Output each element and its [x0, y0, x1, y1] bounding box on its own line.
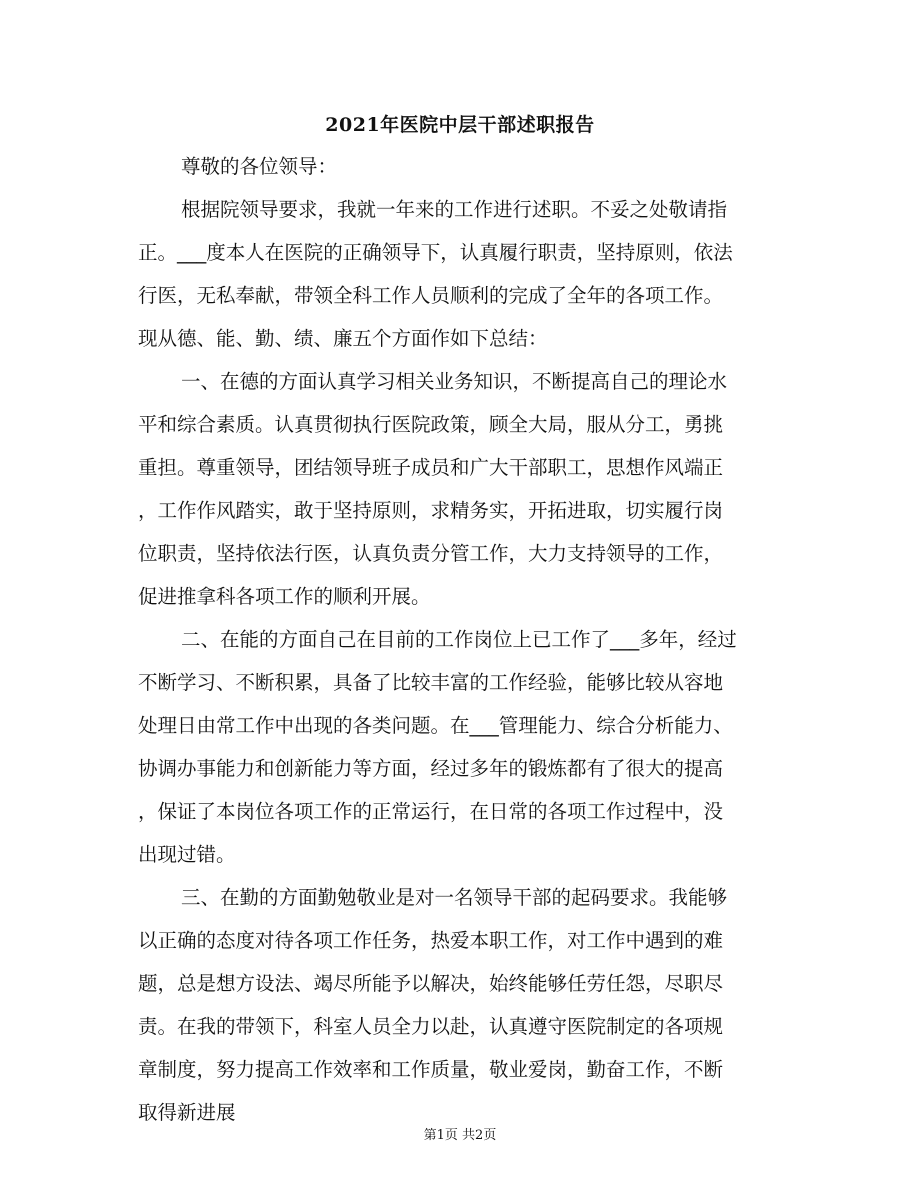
body-line: 重担。尊重领导，团结领导班子成员和广大干部职工，思想作风端正	[138, 456, 724, 479]
body-line: 现从德、能、勤、绩、廉五个方面作如下总结：	[138, 327, 548, 350]
body-line: 题，总是想方设法、竭尽所能予以解决，始终能够任劳任怨，尽职尽	[138, 972, 724, 995]
body-line: 平和综合素质。认真贯彻执行医院政策，顾全大局，服从分工，勇挑	[138, 413, 724, 436]
body-line: 三、在勤的方面勤勉敬业是对一名领导干部的起码要求。我能够	[181, 886, 728, 909]
body-line: 出现过错。	[138, 843, 236, 866]
body-line: 协调办事能力和创新能力等方面，经过多年的锻炼都有了很大的提高	[138, 757, 724, 780]
body-line: 章制度，努力提高工作效率和工作质量，敬业爱岗，勤奋工作，不断	[138, 1058, 724, 1081]
body-line: 不断学习、不断积累，具备了比较丰富的工作经验，能够比较从容地	[138, 671, 724, 694]
body-line: ，工作作风踏实，敢于坚持原则，求精务实，开拓进取，切实履行岗	[138, 499, 724, 522]
body-line: 二、在能的方面自己在目前的工作岗位上已工作了___多年，经过	[181, 628, 737, 651]
body-line: 责。在我的带领下，科室人员全力以赴，认真遵守医院制定的各项规	[138, 1015, 724, 1038]
page-number: 第1页 共2页	[423, 1128, 497, 1143]
body-line: 取得新进展	[138, 1101, 236, 1124]
body-line: 促进推拿科各项工作的顺利开展。	[138, 585, 431, 608]
body-line: 位职责，坚持依法行医，认真负责分管工作，大力支持领导的工作，	[138, 542, 724, 565]
body-line: 以正确的态度对待各项工作任务，热爱本职工作，对工作中遇到的难	[138, 929, 724, 952]
salutation-line: 尊敬的各位领导：	[181, 155, 338, 178]
body-line: 行医，无私奉献，带领全科工作人员顺利的完成了全年的各项工作。	[138, 284, 724, 307]
body-line: 根据院领导要求，我就一年来的工作进行述职。不妥之处敬请指	[181, 198, 728, 221]
body-line: 正。___度本人在医院的正确领导下，认真履行职责，坚持原则，依法	[138, 241, 733, 264]
document-title: 2021年医院中层干部述职报告	[325, 114, 595, 136]
body-line: 处理日由常工作中出现的各类问题。在___管理能力、综合分析能力、	[138, 714, 733, 737]
body-line: 一、在德的方面认真学习相关业务知识，不断提高自己的理论水	[181, 370, 728, 393]
body-line: ，保证了本岗位各项工作的正常运行，在日常的各项工作过程中，没	[138, 800, 724, 823]
